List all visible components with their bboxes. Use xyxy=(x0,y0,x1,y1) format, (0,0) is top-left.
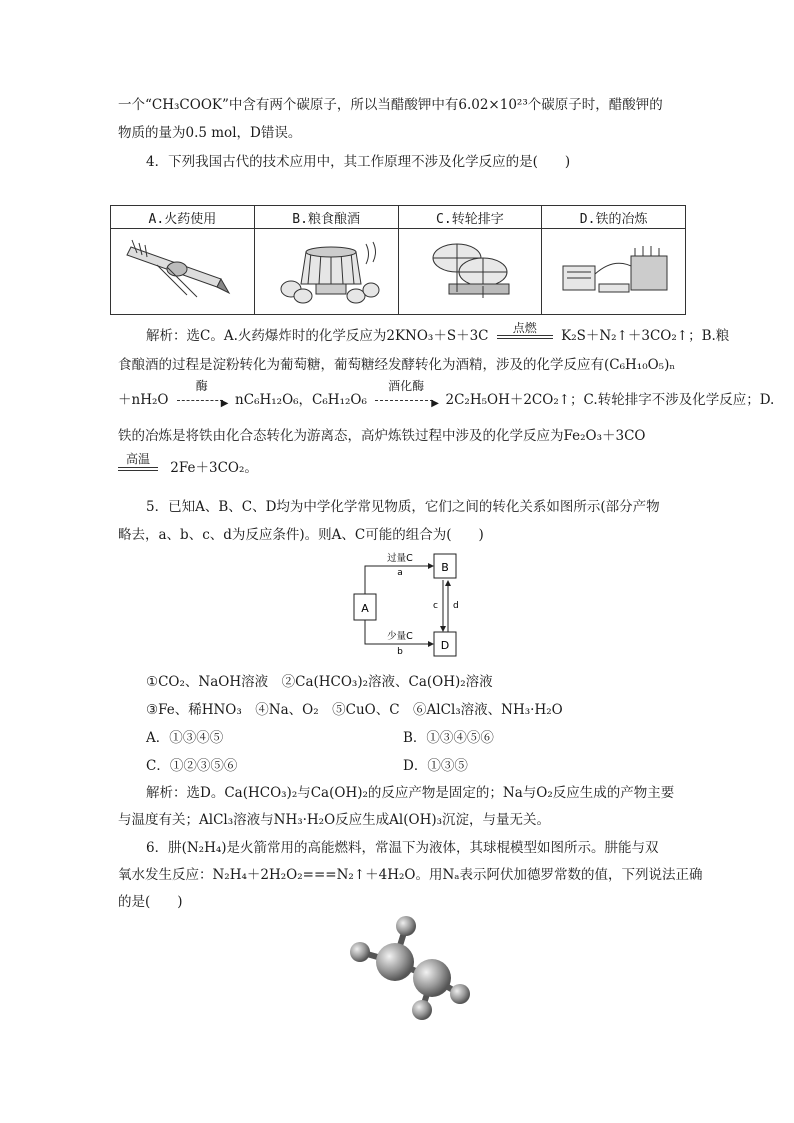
q4-answer-line3: ＋nH₂O 酶 ▶ nC₆H₁₂O₆，C₆H₁₂O₆ 酒化酶 ▶ 2C₂H₅OH＋2CO₂↑；C.转轮排字不涉及化学反应；D. xyxy=(118,390,684,410)
reaction-condition: 酒化酶 xyxy=(388,379,425,393)
option-c-label: C.转轮排字 xyxy=(398,206,542,229)
question-6-stem: 6．肼(N₂H₄)是火箭常用的高能燃料，常温下为液体，其球棍模型如图所示。肼能与双 xyxy=(146,840,659,856)
iron-smelting-icon xyxy=(542,229,686,315)
combination-list: ①CO₂、NaOH溶液 ②Ca(HCO₃)₂溶液、Ca(OH)₂溶液 xyxy=(146,674,493,690)
hydrazine-ball-stick-model xyxy=(340,912,470,1022)
nitrogen-atom xyxy=(413,959,451,997)
wine-brewing-icon xyxy=(254,229,398,315)
transformation-diagram xyxy=(340,548,470,660)
gunpowder-rocket-icon xyxy=(111,229,255,315)
node-d-label: D xyxy=(440,639,450,652)
q4-answer-line1: 解析：选C。A.火药爆炸时的化学反应为2KNO₃＋S＋3C 点燃 K₂S＋N₂↑＋3CO₂↑；B.粮 xyxy=(146,326,712,346)
hydrogen-atom xyxy=(450,984,470,1004)
condition-c: c xyxy=(433,601,438,611)
question-5-stem: 略去，a、b、c、d为反应条件)。则A、C可能的组合为( ) xyxy=(118,527,484,543)
bottom-reagent: 少量C xyxy=(387,631,413,642)
q5-answer-line2: 与温度有关；AlCl₃溶液与NH₃·H₂O反应生成Al(OH)₃沉淀，与量无关。 xyxy=(118,812,551,828)
node-a-label: A xyxy=(361,602,369,615)
top-reagent: 过量C xyxy=(387,553,413,564)
q4-answer-line4: 铁的冶炼是将铁由化合态转化为游离态，高炉炼铁过程中涉及的化学反应为Fe₂O₃＋3CO xyxy=(118,428,646,444)
option-c: C．①②③⑤⑥ xyxy=(146,758,238,774)
text-line: 物质的量为0.5 mol，D错误。 xyxy=(118,125,302,141)
option-b-label: B.粮食酿酒 xyxy=(254,206,398,229)
option-a-label: A.火药使用 xyxy=(111,206,255,229)
option-b: B．①③④⑤⑥ xyxy=(403,730,494,746)
reaction-condition: 酶 xyxy=(195,379,208,393)
bottom-condition: b xyxy=(397,647,403,657)
option-d: D．①③⑤ xyxy=(403,758,468,774)
hydrogen-atom xyxy=(396,916,416,936)
question-4-options-table xyxy=(110,205,686,315)
q4-answer-line5: 高温 2Fe＋3CO₂。 xyxy=(118,458,684,478)
hydrogen-atom xyxy=(350,942,370,962)
option-d-label: D.铁的冶炼 xyxy=(542,206,686,229)
q4-answer-line2: 食酿酒的过程是淀粉转化为葡萄糖，葡萄糖经发酵转化为酒精，涉及的化学反应有(C₆H₁₀O₅)ₙ xyxy=(118,357,676,373)
hydrogen-atom xyxy=(412,1000,432,1020)
option-a: A．①③④⑤ xyxy=(146,730,224,746)
q5-answer-line1: 解析：选D。Ca(HCO₃)₂与Ca(OH)₂的反应产物是固定的；Na与O₂反应生成的产物主要 xyxy=(146,785,675,801)
combination-list: ③Fe、稀HNO₃ ④Na、O₂ ⑤CuO、C ⑥AlCl₃溶液、NH₃·H₂O xyxy=(146,702,563,718)
nitrogen-atom xyxy=(376,943,414,981)
question-5-stem: 5．已知A、B、C、D均为中学化学常见物质，它们之间的转化关系如图所示(部分产物 xyxy=(146,499,660,515)
reaction-condition: 高温 xyxy=(125,452,150,466)
node-b-label: B xyxy=(441,561,449,574)
question-6-stem: 的是( ) xyxy=(118,894,183,910)
text-line: 一个“CH₃COOK”中含有两个碳原子，所以当醋酸钾中有6.02×10²³个碳原子时，醋酸钾的 xyxy=(118,97,663,113)
top-condition: a xyxy=(397,568,403,578)
question-4-stem: 4．下列我国古代的技术应用中，其工作原理不涉及化学反应的是( ) xyxy=(146,154,571,170)
reaction-condition: 点燃 xyxy=(512,321,537,335)
condition-d: d xyxy=(453,601,459,611)
question-6-stem: 氧水发生反应：N₂H₄＋2H₂O₂===N₂↑＋4H₂O。用Nₐ表示阿伏加德罗常数的值，下列说法正确 xyxy=(118,867,703,883)
movable-type-wheel-icon xyxy=(398,229,542,315)
